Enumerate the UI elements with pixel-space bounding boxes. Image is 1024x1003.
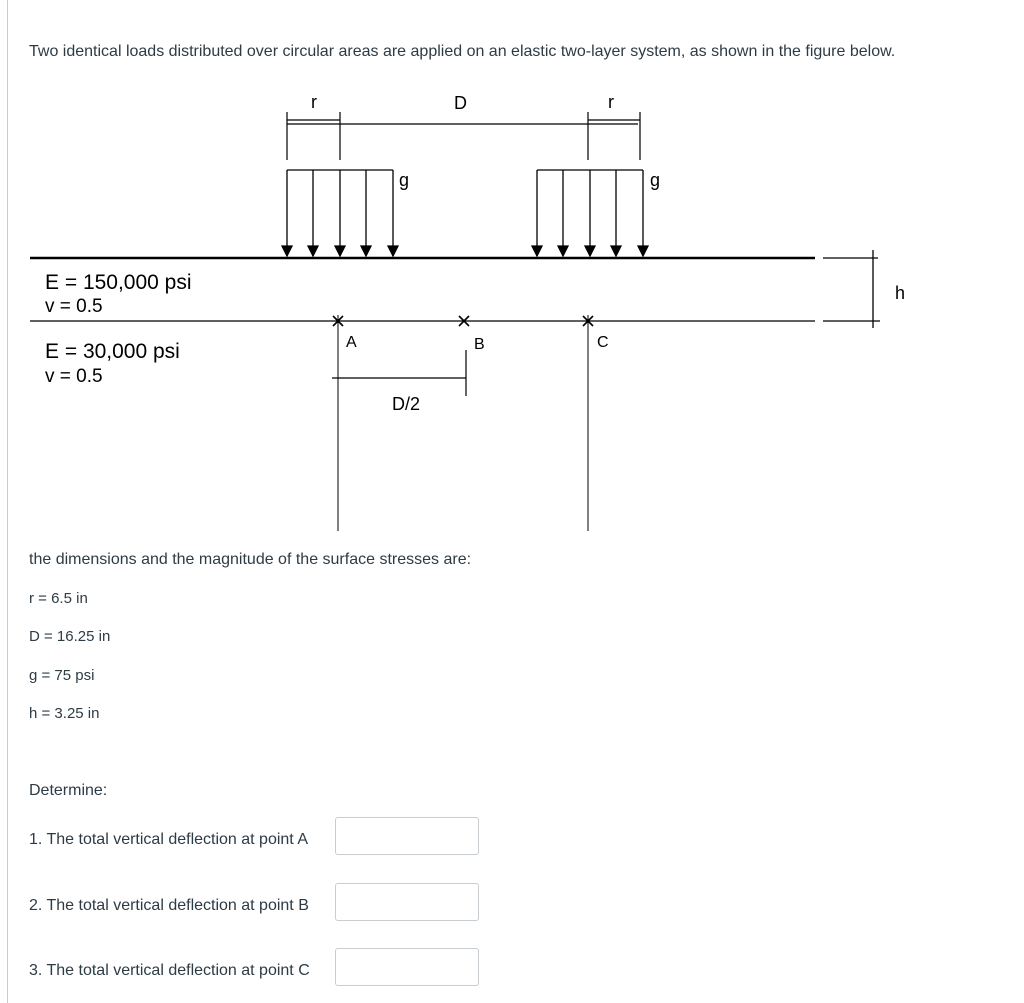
label-D: D — [454, 93, 467, 113]
layer1-modulus: E = 150,000 psi — [45, 271, 192, 294]
question-3-label: 3. The total vertical deflection at point C — [29, 962, 310, 979]
label-r-left: r — [311, 92, 317, 112]
answer-input-point-A[interactable] — [335, 817, 479, 855]
label-r-right: r — [608, 92, 614, 112]
layer2-modulus: E = 30,000 psi — [45, 340, 180, 363]
given-h: h = 3.25 in — [29, 705, 100, 722]
problem-intro: Two identical loads distributed over circular areas are applied on an elastic two-layer system, as shown in the figure below. — [29, 43, 896, 60]
answer-input-point-C[interactable] — [335, 948, 479, 986]
right-circular-load — [532, 170, 648, 256]
label-point-C: C — [597, 334, 609, 351]
given-r: r = 6.5 in — [29, 590, 88, 607]
dimension-h — [823, 250, 880, 328]
label-D-half: D/2 — [392, 394, 421, 414]
label-point-A: A — [346, 334, 357, 351]
given-D: D = 16.25 in — [29, 628, 111, 645]
left-circular-load — [282, 170, 398, 256]
question-1-label: 1. The total vertical deflection at point A — [29, 831, 308, 848]
dimensions-lead-text: the dimensions and the magnitude of the surface stresses are: — [29, 551, 472, 568]
dimension-D-half — [332, 350, 466, 396]
label-point-B: B — [474, 336, 485, 353]
layer2-poisson: v = 0.5 — [45, 366, 103, 387]
label-g-left: g — [399, 170, 410, 190]
label-h: h — [895, 283, 906, 303]
answer-input-point-B[interactable] — [335, 883, 479, 921]
given-g: g = 75 psi — [29, 667, 95, 684]
determine-heading: Determine: — [29, 782, 108, 799]
label-g-right: g — [650, 170, 661, 190]
question-2-label: 2. The total vertical deflection at point B — [29, 897, 309, 914]
layer1-poisson: v = 0.5 — [45, 296, 103, 317]
